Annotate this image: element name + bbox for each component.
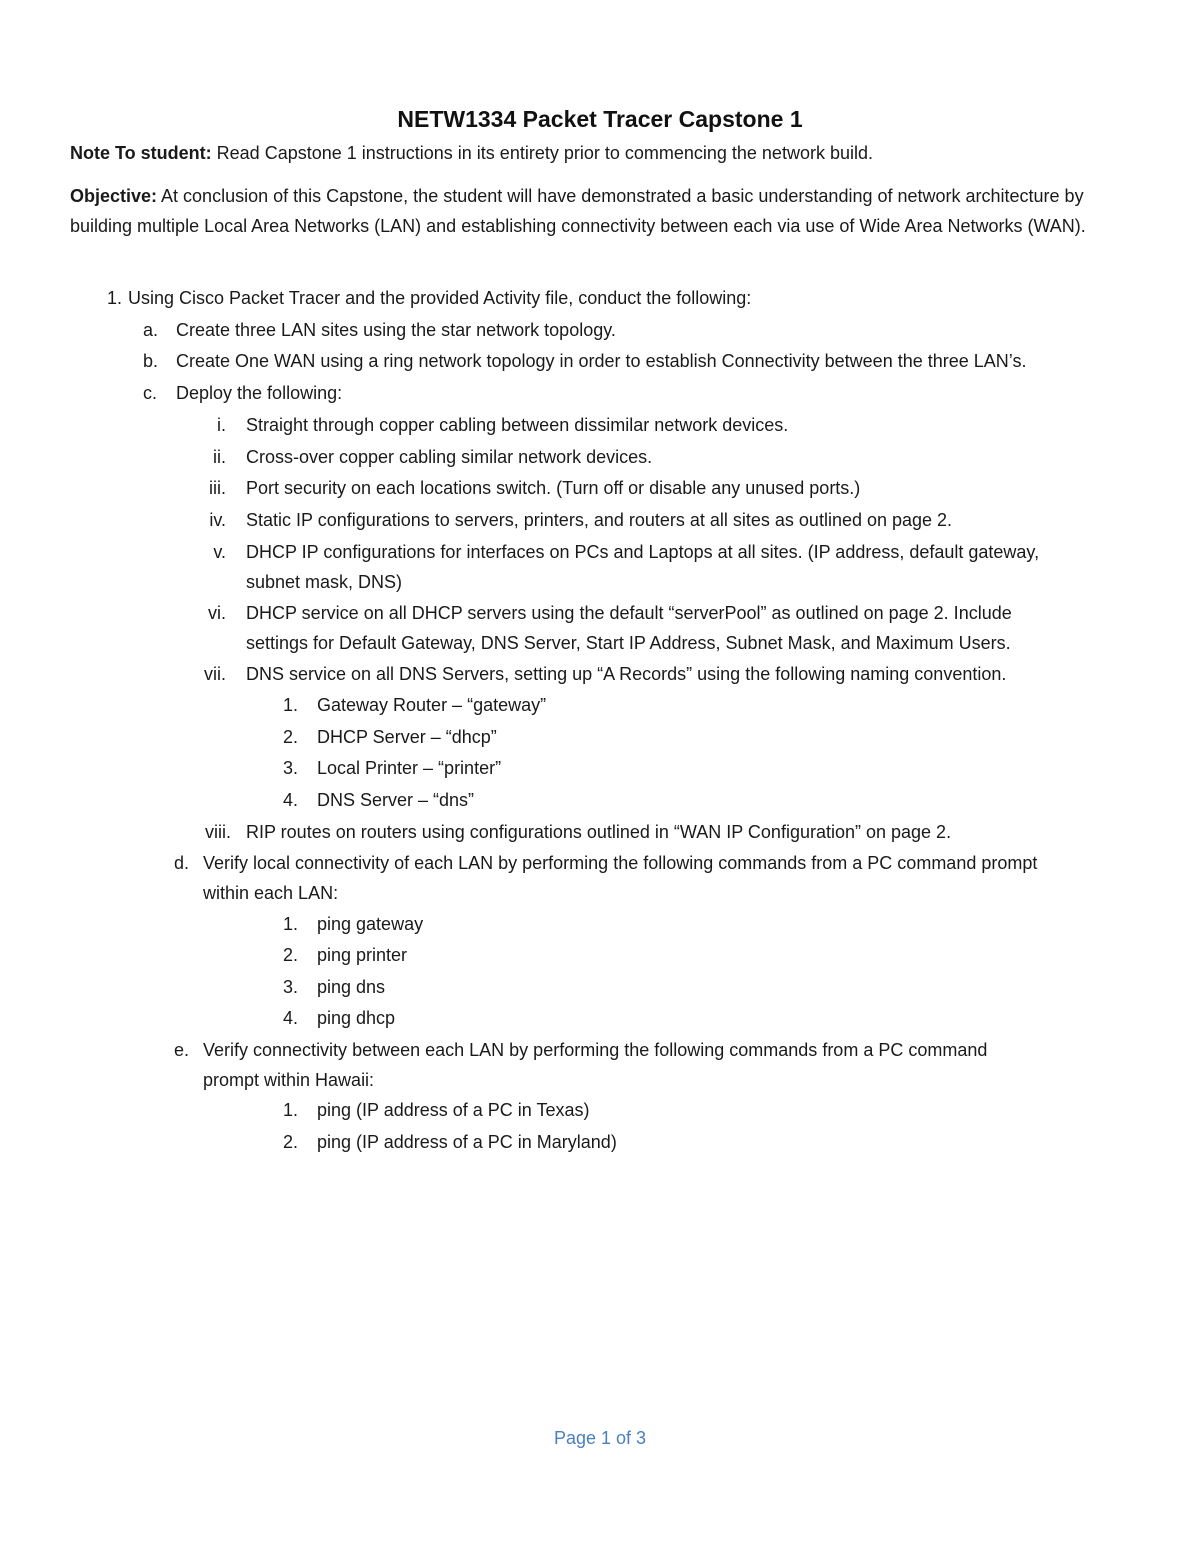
note-text: Read Capstone 1 instructions in its entirety prior to commencing the network build. bbox=[211, 143, 873, 163]
list-marker: i. bbox=[217, 415, 226, 435]
list-marker: vii. bbox=[204, 664, 226, 684]
list-item-c-viii bbox=[0, 822, 1200, 852]
list-marker: vi. bbox=[208, 603, 226, 623]
list-text: Local Printer – “printer” bbox=[317, 758, 502, 778]
list-item-c-i bbox=[0, 415, 1200, 445]
list-marker: 3. bbox=[282, 758, 298, 778]
list-text-line: settings for Default Gateway, DNS Server, Start IP Address, Subnet Mask, and Maximum Users. bbox=[246, 633, 1011, 653]
list-item-d-1 bbox=[0, 914, 1200, 944]
list-text: Cross-over copper cabling similar network devices. bbox=[246, 447, 653, 467]
list-text: Gateway Router – “gateway” bbox=[317, 695, 547, 715]
list-text-line: subnet mask, DNS) bbox=[246, 572, 403, 592]
list-item-e-1 bbox=[0, 1100, 1200, 1130]
list-text: Straight through copper cabling between dissimilar network devices. bbox=[246, 415, 789, 435]
list-item-e bbox=[0, 1040, 1200, 1100]
list-item-c-vii-4 bbox=[0, 790, 1200, 820]
list-text: ping dhcp bbox=[317, 1008, 396, 1028]
objective-label: Objective: bbox=[70, 186, 158, 206]
objective-text: At conclusion of this Capstone, the student will have demonstrated a basic understanding of network architecture by building multiple Local Area Networks (LAN) and establishing connectivity between each via use of Wide Area Networks (WAN). bbox=[70, 186, 1086, 236]
list-text: Using Cisco Packet Tracer and the provided Activity file, conduct the following: bbox=[128, 288, 752, 308]
list-text-line: within each LAN: bbox=[203, 883, 339, 903]
list-marker: d. bbox=[174, 853, 190, 873]
list-item-c-iii bbox=[0, 478, 1200, 508]
list-item-c-vii-1 bbox=[0, 695, 1200, 725]
list-text: Static IP configurations to servers, printers, and routers at all sites as outlined on page 2. bbox=[246, 510, 953, 530]
list-item-c-vi bbox=[0, 603, 1200, 663]
list-text: ping printer bbox=[317, 945, 408, 965]
list-text: ping gateway bbox=[317, 914, 424, 934]
list-item-c-v bbox=[0, 542, 1200, 602]
list-text-line: Verify connectivity between each LAN by performing the following commands from a PC command bbox=[203, 1040, 988, 1060]
list-item-c-vii-2 bbox=[0, 727, 1200, 757]
list-text-line: prompt within Hawaii: bbox=[203, 1070, 375, 1090]
list-text: Create One WAN using a ring network topology in order to establish Connectivity between the three LAN’s. bbox=[176, 351, 1027, 371]
list-item-a bbox=[0, 320, 1200, 350]
list-marker: b. bbox=[143, 351, 159, 371]
list-marker: 2. bbox=[282, 945, 298, 965]
list-marker: 1. bbox=[282, 695, 298, 715]
list-item-b bbox=[0, 351, 1200, 381]
list-marker: a. bbox=[143, 320, 159, 340]
list-text: DHCP Server – “dhcp” bbox=[317, 727, 497, 747]
list-text: ping dns bbox=[317, 977, 386, 997]
list-marker: e. bbox=[174, 1040, 190, 1060]
list-item-c-iv bbox=[0, 510, 1200, 540]
note-label: Note To student: bbox=[70, 143, 212, 163]
list-item-d bbox=[0, 853, 1200, 913]
list-item-c-vii bbox=[0, 664, 1200, 694]
list-marker: viii. bbox=[205, 822, 231, 842]
list-marker: 3. bbox=[282, 977, 298, 997]
list-text: DNS service on all DNS Servers, setting up “A Records” using the following naming convention. bbox=[246, 664, 1007, 684]
list-item-1 bbox=[0, 288, 1200, 318]
list-text: DNS Server – “dns” bbox=[317, 790, 475, 810]
list-item-d-2 bbox=[0, 945, 1200, 975]
list-item-c-ii bbox=[0, 447, 1200, 477]
list-text: Deploy the following: bbox=[176, 383, 343, 403]
list-text-line: DHCP service on all DHCP servers using the default “serverPool” as outlined on page 2. Include bbox=[246, 603, 1012, 623]
list-marker: 1. bbox=[282, 914, 298, 934]
list-marker: c. bbox=[143, 383, 158, 403]
list-marker: iii. bbox=[209, 478, 226, 498]
list-text-line: Verify local connectivity of each LAN by performing the following commands from a PC command prompt bbox=[203, 853, 1038, 873]
list-text-line: DHCP IP configurations for interfaces on PCs and Laptops at all sites. (IP address, default gateway, bbox=[246, 542, 1040, 562]
list-text: RIP routes on routers using configurations outlined in “WAN IP Configuration” on page 2. bbox=[246, 822, 952, 842]
document-title: NETW1334 Packet Tracer Capstone 1 bbox=[397, 106, 803, 132]
objective-paragraph bbox=[70, 181, 1140, 241]
list-item-c bbox=[0, 383, 1200, 413]
note-paragraph bbox=[70, 138, 1140, 168]
list-text: ping (IP address of a PC in Maryland) bbox=[317, 1132, 617, 1152]
list-marker: iv. bbox=[209, 510, 226, 530]
list-item-c-vii-3 bbox=[0, 758, 1200, 788]
list-marker: 1. bbox=[282, 1100, 298, 1120]
list-text: ping (IP address of a PC in Texas) bbox=[317, 1100, 590, 1120]
list-text: Create three LAN sites using the star network topology. bbox=[176, 320, 616, 340]
list-item-d-4 bbox=[0, 1008, 1200, 1038]
list-marker: v. bbox=[213, 542, 226, 562]
list-item-d-3 bbox=[0, 977, 1200, 1007]
list-marker: ii. bbox=[213, 447, 226, 467]
list-item-e-2 bbox=[0, 1132, 1200, 1162]
list-marker: 4. bbox=[282, 1008, 298, 1028]
list-marker: 4. bbox=[282, 790, 298, 810]
list-marker: 2. bbox=[282, 1132, 298, 1152]
list-marker: 2. bbox=[282, 727, 298, 747]
list-marker: 1. bbox=[106, 288, 122, 308]
page-number-footer: Page 1 of 3 bbox=[553, 1428, 647, 1448]
list-text: Port security on each locations switch. (Turn off or disable any unused ports.) bbox=[246, 478, 861, 498]
